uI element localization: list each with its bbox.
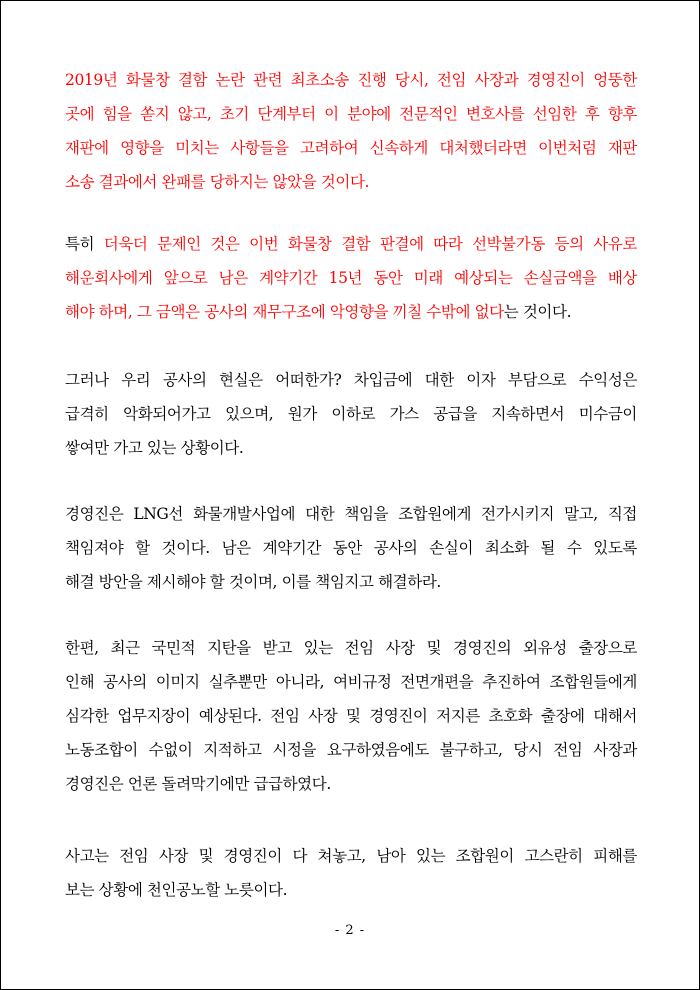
paragraph [65,227,637,329]
text-line [65,733,637,767]
highlighted-text: 해야 하며, 그 금액은 공사의 재무구조에 악영향을 끼칠 수밖에 없다 [65,303,504,321]
body-text: 급격히 악화되어가고 있으며, 원가 이하로 가스 공급을 지속하면서 미수금이 [65,405,637,423]
text-line [65,97,637,131]
text-line [65,699,637,733]
paragraph [65,839,637,907]
body-text: 경영진은 LNG선 화물개발사업에 대한 책임을 조합원에게 전가시키지 말고, 직접 [65,505,637,523]
text-line [65,497,637,531]
text-line [65,631,637,665]
highlighted-text: 곳에 힘을 쏟지 않고, 초기 단계부터 이 분야에 전문적인 변호사를 선임한 후 향후 [65,105,637,123]
body-text: 한편, 최근 국민적 지탄을 받고 있는 전임 사장 및 경영진의 외유성 출장으로 [65,639,637,657]
highlighted-text: 2019년 화물창 결함 논란 관련 최초소송 진행 당시, 전임 사장과 경영진이 엉뚱한 [65,71,637,89]
paragraph [65,363,637,465]
body-text: 그러나 우리 공사의 현실은 어떠한가? 차입금에 대한 이자 부담으로 수익성은 [65,371,637,389]
body-text: 쌓여만 가고 있는 상황이다. [65,439,244,457]
body-text: 사고는 전임 사장 및 경영진이 다 쳐놓고, 남아 있는 조합원이 고스란히 피해를 [65,847,637,865]
text-line [65,839,637,873]
body-text: 노동조합이 수없이 지적하고 시정을 요구하였음에도 불구하고, 당시 전임 사장과 [65,741,637,759]
text-line [65,767,637,801]
body-text: 경영진은 언론 돌려막기에만 급급하였다. [65,775,331,793]
text-line [65,431,637,465]
body-text: 해결 방안을 제시해야 할 것이며, 이를 책임지고 해결하라. [65,573,441,591]
text-line [65,227,637,261]
text-line [65,165,637,199]
body-text: 는 것이다. [503,303,572,321]
text-line [65,873,637,907]
text-line [65,363,637,397]
highlighted-text: 재판에 영향을 미치는 사항들을 고려하여 신속하게 대처했더라면 이번처럼 재판 [65,139,637,157]
text-line [65,131,637,165]
highlighted-text: 소송 결과에서 완패를 당하지는 않았을 것이다. [65,173,370,191]
paragraph [65,631,637,801]
text-line [65,531,637,565]
body-text: 책임져야 할 것이다. 남은 계약기간 동안 공사의 손실이 최소화 될 수 있도록 [65,539,637,557]
body-text: 심각한 업무지장이 예상된다. 전임 사장 및 경영진이 저지른 초호화 출장에 대해서 [65,707,637,725]
body-text: 인해 공사의 이미지 실추뿐만 아니라, 여비규정 전면개편을 추진하여 조합원들에게 [65,673,637,691]
text-line [65,665,637,699]
paragraph [65,497,637,599]
text-line [65,63,637,97]
highlighted-text: 해운회사에게 앞으로 남은 계약기간 15년 동안 미래 예상되는 손실금액을 배상 [65,269,637,287]
text-line [65,565,637,599]
paragraph [65,63,637,199]
text-line [65,397,637,431]
page-number: - 2 - [334,923,366,938]
body-text: 보는 상황에 천인공노할 노릇이다. [65,881,288,899]
highlighted-text: 더욱더 문제인 것은 이번 화물창 결함 판결에 따라 선박불가동 등의 사유로 [103,235,637,253]
text-line [65,261,637,295]
text-line [65,295,637,329]
body-text: 특히 [65,235,104,253]
